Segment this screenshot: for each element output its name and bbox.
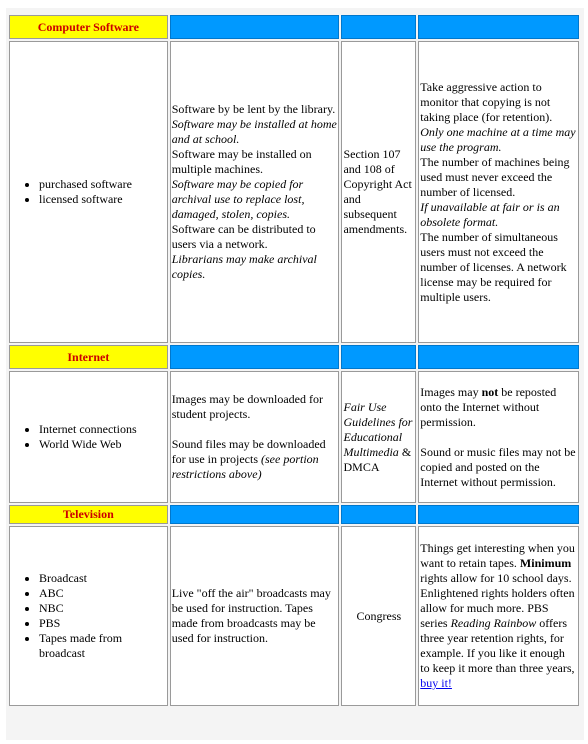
permitted-text-italic: (see portion restrictions above) (171, 452, 319, 481)
notes-cell (418, 41, 579, 343)
note-line: If unavailable at fair or is an obsolete format. (420, 199, 560, 229)
header-blue-cell (418, 345, 579, 369)
header-blue-cell (418, 15, 579, 39)
media-list-cell (9, 526, 168, 706)
section-title-software: Computer Software (9, 15, 168, 39)
header-blue-cell (170, 15, 340, 39)
permitted-uses-cell (170, 371, 340, 503)
media-list (11, 571, 166, 661)
permitted-line: Software may be installed at home and at school. (171, 117, 337, 146)
section-header-row (9, 505, 579, 524)
permitted-line (172, 437, 338, 482)
law-reference-tail: & DMCA (343, 444, 412, 474)
buy-it-link[interactable]: buy it! (420, 676, 452, 690)
list-item: • Tapes made from broadcast (39, 631, 166, 661)
header-blue-cell (170, 345, 340, 369)
list-item: • Internet connections (39, 422, 166, 437)
note-text: rights allow for 10 school days. Enlightened rights holders often allow for much more. PBS series (420, 571, 575, 630)
header-blue-cell (418, 505, 579, 524)
note-text-bold: Minimum (519, 556, 572, 570)
note-text: be reposted onto the Internet without permission. (420, 384, 557, 429)
header-blue-cell (341, 345, 416, 369)
permitted-line: Images may be downloaded for student projects. (171, 392, 323, 421)
law-reference-cell: Section 107 and 108 of Copyright Act and subsequent amendments. (341, 41, 416, 343)
list-item: • NBC (39, 601, 166, 616)
note-text: Images may (420, 384, 479, 399)
law-reference-cell (341, 371, 416, 503)
spacer (172, 422, 338, 437)
list-item: • licensed software (39, 192, 166, 207)
permitted-text: Sound files may be downloaded for use in projects (171, 437, 326, 466)
permitted-line: Software by be lent by the library. (171, 102, 336, 116)
note-text-italic: Reading Rainbow (450, 616, 537, 630)
notes-cell (418, 371, 579, 503)
header-blue-cell (170, 505, 340, 524)
media-list-cell (9, 371, 168, 503)
section-body-row (9, 41, 579, 343)
note-text: offers three year retention rights, for example. If you like it enough to keep it more than three years, (420, 616, 575, 675)
list-item: • purchased software (39, 177, 166, 192)
note-line: The number of simultaneous users must not exceed the number of licenses. A network license may be required for multiple users. (420, 229, 567, 304)
note-line: Sound or music files may not be copied and posted on the Internet without permission. (420, 444, 576, 489)
notes-cell (418, 526, 579, 706)
section-body-row (9, 371, 579, 503)
list-item: • World Wide Web (39, 437, 166, 452)
law-reference-cell: Congress (341, 526, 416, 706)
note-line: The number of machines being used must never exceed the number of licensed. (420, 154, 570, 199)
spacer (420, 430, 577, 445)
permitted-line: Software can be distributed to users via a network. (171, 222, 316, 251)
list-item: • PBS (39, 616, 166, 631)
section-body-row (9, 526, 579, 706)
list-item: • Broadcast (39, 571, 166, 586)
section-header-row (9, 15, 579, 39)
permitted-line: Software may be installed on multiple machines. (171, 147, 312, 176)
page-container (6, 8, 584, 740)
section-header-row (9, 345, 579, 369)
note-line (420, 385, 577, 430)
media-list-cell (9, 41, 168, 343)
list-item: • ABC (39, 586, 166, 601)
law-reference-italic: Fair Use Guidelines for Educational Multimedia (343, 399, 413, 459)
note-line: Take aggressive action to monitor that copying is not taking place (for retention). (420, 79, 553, 124)
header-blue-cell (341, 15, 416, 39)
section-title-internet: Internet (9, 345, 168, 369)
note-line: Only one machine at a time may use the program. (420, 124, 576, 154)
note-text-bold: not (481, 384, 499, 399)
media-list (11, 422, 166, 452)
section-title-television: Television (9, 505, 168, 524)
permitted-uses-cell: Live "off the air" broadcasts may be used for instruction. Tapes made from broadcasts may be used for instruction. (170, 526, 340, 706)
permitted-line: Software may be copied for archival use to replace lost, damaged, stolen, copies. (171, 177, 305, 221)
media-list (11, 177, 166, 207)
copyright-table (7, 13, 581, 708)
permitted-uses-cell (170, 41, 340, 343)
header-blue-cell (341, 505, 416, 524)
note-text: Things get interesting when you want to retain tapes. (420, 541, 575, 570)
permitted-line: Librarians may make archival copies. (171, 252, 317, 281)
